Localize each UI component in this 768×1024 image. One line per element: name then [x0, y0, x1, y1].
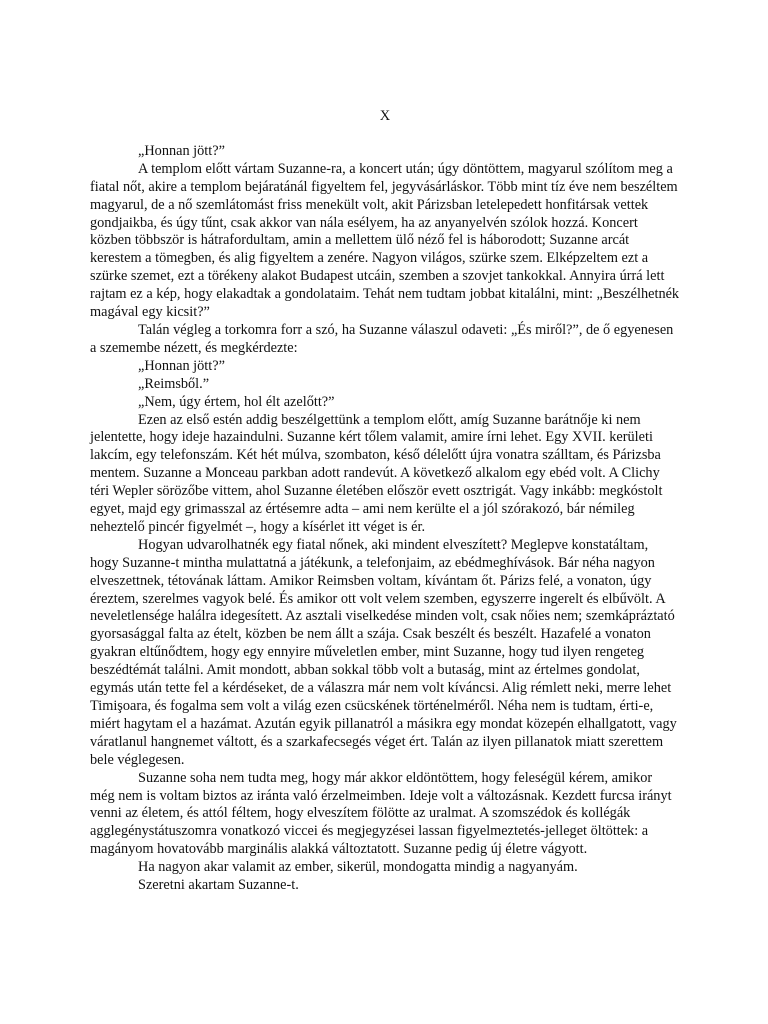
paragraph: Talán végleg a torkomra forr a szó, ha Suzanne válaszul odaveti: „És miről?”, de ő egyenesen a szemembe nézett, és megkérdezte: — [90, 321, 674, 356]
paragraph: „Reimsből.” — [138, 375, 210, 392]
paragraph: Hogyan udvarolhatnék egy fiatal nőnek, aki mindent elveszített? Meglepve konstatáltam, hogy Suzanne-t mintha mulattatná a játékunk, a telefonjaim, az ebédmeghívások. Bár néha nagyon elveszettnek, tétovának láttam. Amikor Reimsben voltam, kívántam őt. Párizs felé, a vonaton, úgy éreztem, szerelmes vagyok belé. És amikor ott volt velem szemben, egyszerre ingerelt és elbűvölt. A neveletlensége halálra idegesített. Az asztali viselkedése minden volt, csak nőies nem; szemkápráztató gyorsasággal falta az ételt, közben be nem állt a szája. Csak beszélt és beszélt. Hazafelé a vonaton gyakran eltűnődtem, hogy egy ennyire műveletlen ember, mint Suzanne, hogy tud ilyen rengeteg beszédtémát találni. Amit mondott, abban sokkal több volt a butaság, mint az értelmes gondolat, egymás után tette fel a kérdéseket, de a válaszra már nem volt kíváncsi. Alig rémlett neki, merre lehet Timişoara, és fogalma sem volt a világ ezen csücskének történelméről. Néha nem is tudtam, érti-e, miért hagytam el a hazámat. Azután egyik pillanatról a másikra egy mondat közepén elhallgatott, vagy váratlanul hangnemet váltott, és a szarkafecsegés véget ért. Talán az ilyen pillanatok miatt szerettem bele véglegesen. — [90, 536, 677, 768]
paragraph: A templom előtt vártam Suzanne-ra, a koncert után; úgy döntöttem, magyarul szólítom meg a fiatal nőt, akire a templom bejáratánál figyeltem fel, jegyvásárláskor. Több mint tíz éve nem beszéltem magyarul, de a nő szemlátomást friss menekült volt, akit Párizsban letelepedett honfitársak vettek gondjaikba, és úgy tűnt, csak akkor van nála esélyem, ha az anyanyelvén szólok hozzá. Koncert közben többször is hátrafordultam, amin a mellettem ülő néző fel is háborodott; Suzanne arcát kerestem a tömegben, és alig figyeltem a zenére. Nagyon világos, szürke szem. Elképzeltem ezt a szürke szemet, ezt a törékeny alakot Budapest utcáin, szemben a szovjet tankokkal. Annyira úrrá lett rajtam ez a kép, hogy elakadtak a gondolataim. Tehát nem tudtam jobbat kitalálni, mint: „Beszélhetnék magával egy kicsit?” — [90, 160, 680, 321]
paragraph: Ezen az első estén addig beszélgettünk a templom előtt, amíg Suzanne barátnője ki nem jelentette, hogy ideje hazaindulni. Suzanne kért tőlem valamit, amire írni lehet. Egy XVII. kerületi lakcím, egy telefonszám. Két hét múlva, szombaton, késő délelőtt újra vonatra szálltam, és Párizsba mentem. Suzanne a Monceau parkban adott randevút. A következő alkalom egy ebéd volt. A Clichy téri Wepler sörözőbe vittem, ahol Suzanne életében először evett osztrigát. Vagy inkább: megkóstolt egyet, majd egy grimasszal az értésemre adta – ami nem kerülte el a jól szórakozó, bár némileg neheztelő pincér figyelmét –, hogy a kísérlet itt véget is ér. — [90, 411, 663, 535]
paragraph: Suzanne soha nem tudta meg, hogy már akkor eldöntöttem, hogy feleségül kérem, amikor még nem is voltam biztos az iránta való érzelmeimben. Ideje volt a változásnak. Kezdett furcsa irányt venni az életem, és attól féltem, hogy elveszítem fölötte az uralmat. A szomszédok és kollégák agglegénystátuszomra vonatkozó viccei és megjegyzései lassan figyelmeztetés-jelleget öltöttek: a magányom hovatovább marginális alakká változtatott. Suzanne pedig új életre vágyott. — [90, 769, 672, 858]
document-page — [90, 108, 680, 895]
paragraph: „Honnan jött?” — [138, 357, 225, 374]
paragraph: Szeretni akartam Suzanne-t. — [138, 877, 299, 894]
paragraph: Ha nagyon akar valamit az ember, sikerül, mondogatta mindig a nagyanyám. — [138, 859, 578, 876]
paragraph: „Honnan jött?” — [138, 142, 225, 159]
paragraph: „Nem, úgy értem, hol élt azelőtt?” — [138, 393, 335, 410]
chapter-title: X — [379, 108, 391, 124]
